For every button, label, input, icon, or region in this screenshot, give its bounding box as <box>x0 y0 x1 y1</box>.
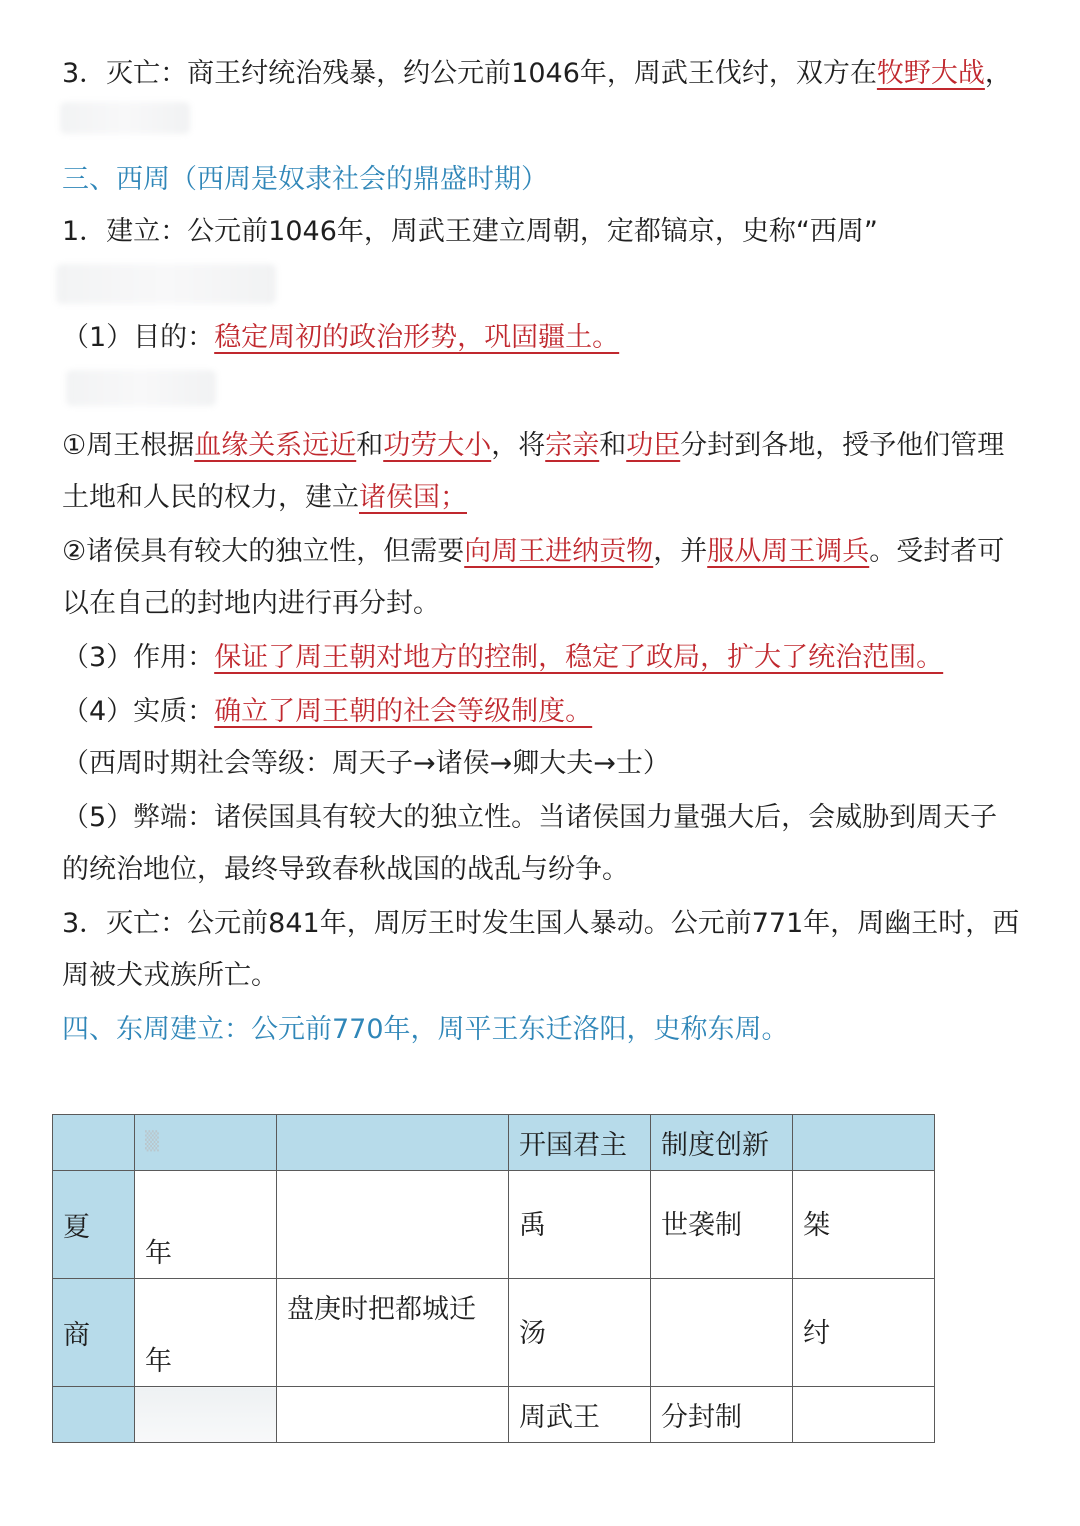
text-line: 1．建立：公元前1046年，周武王建立周朝，定都镐京，史称“西周” <box>62 216 878 247</box>
text-line: 土地和人民的权力，建立诸侯国； <box>62 482 467 513</box>
table-cell <box>135 1387 277 1443</box>
section-heading: 四、东周建立：公元前770年，周平王东迁洛阳，史称东周。 <box>62 1014 789 1045</box>
text-line: （西周时期社会等级：周天子→诸侯→卿大夫→士） <box>62 748 670 779</box>
table-row <box>53 1279 935 1387</box>
table-row <box>53 1171 935 1279</box>
text-line: （5）弊端：诸侯国具有较大的独立性。当诸侯国力量强大后，会威胁到周天子 <box>62 802 998 833</box>
table-header-cell <box>135 1115 277 1171</box>
table-cell: 纣 <box>793 1279 935 1387</box>
table-row <box>53 1387 935 1443</box>
text-line: ②诸侯具有较大的独立性，但需要向周王进纳贡物，并服从周王调兵。受封者可 <box>62 536 1005 567</box>
table-header-cell <box>793 1115 935 1171</box>
text-line: ①周王根据血缘关系远近和功劳大小，将宗亲和功臣分封到各地，授予他们管理 <box>62 430 1005 461</box>
table-cell: 盘庚时把都城迁 <box>277 1279 509 1387</box>
text-line: 3．灭亡：商王纣统治残暴，约公元前1046年，周武王伐纣，双方在牧野大战， <box>62 58 1012 89</box>
table-header-cell <box>53 1115 135 1171</box>
table-cell: 桀 <box>793 1171 935 1279</box>
smudge: ▒ <box>145 1131 159 1152</box>
blurred-text <box>56 264 276 304</box>
table-cell: 禹 <box>509 1171 651 1279</box>
text-line: 周被犬戎族所亡。 <box>62 960 278 991</box>
dynasty-label <box>53 1387 135 1443</box>
table-cell: 汤 <box>509 1279 651 1387</box>
table-header-cell <box>277 1115 509 1171</box>
blurred-text <box>60 102 190 134</box>
table-header-row <box>53 1115 935 1171</box>
table-cell: 世袭制 <box>651 1171 793 1279</box>
text-line: 以在自己的封地内进行再分封。 <box>62 588 440 619</box>
text-line: （3）作用：保证了周王朝对地方的控制，稳定了政局，扩大了统治范围。 <box>62 642 944 673</box>
text-line: 的统治地位，最终导致春秋战国的战乱与纷争。 <box>62 854 629 885</box>
table-cell: 周武王 <box>509 1387 651 1443</box>
highlight: 稳定周初的政治形势，巩固疆土。 <box>214 322 620 353</box>
table-cell <box>277 1171 509 1279</box>
table-cell: 分封制 <box>651 1387 793 1443</box>
table-header-cell: 开国君主 <box>509 1115 651 1171</box>
highlight: 牧野大战 <box>876 58 985 89</box>
dynasty-label: 商 <box>53 1279 135 1387</box>
blurred-text <box>66 370 216 406</box>
text-line: 3．灭亡：公元前841年，周厉王时发生国人暴动。公元前771年，周幽王时，西 <box>62 908 1020 939</box>
dynasty-label: 夏 <box>53 1171 135 1279</box>
text-line: （4）实质：确立了周王朝的社会等级制度。 <box>62 696 593 727</box>
table-header-cell: 制度创新 <box>651 1115 793 1171</box>
section-heading: 三、西周（西周是奴隶社会的鼎盛时期） <box>62 164 548 195</box>
table-cell: 年 <box>135 1279 277 1387</box>
text-line: （1）目的：稳定周初的政治形势，巩固疆土。 <box>62 322 620 353</box>
table-cell <box>277 1387 509 1443</box>
dynasty-table <box>52 1114 935 1443</box>
table-cell <box>651 1279 793 1387</box>
table-cell <box>793 1387 935 1443</box>
table-cell: 年 <box>135 1171 277 1279</box>
